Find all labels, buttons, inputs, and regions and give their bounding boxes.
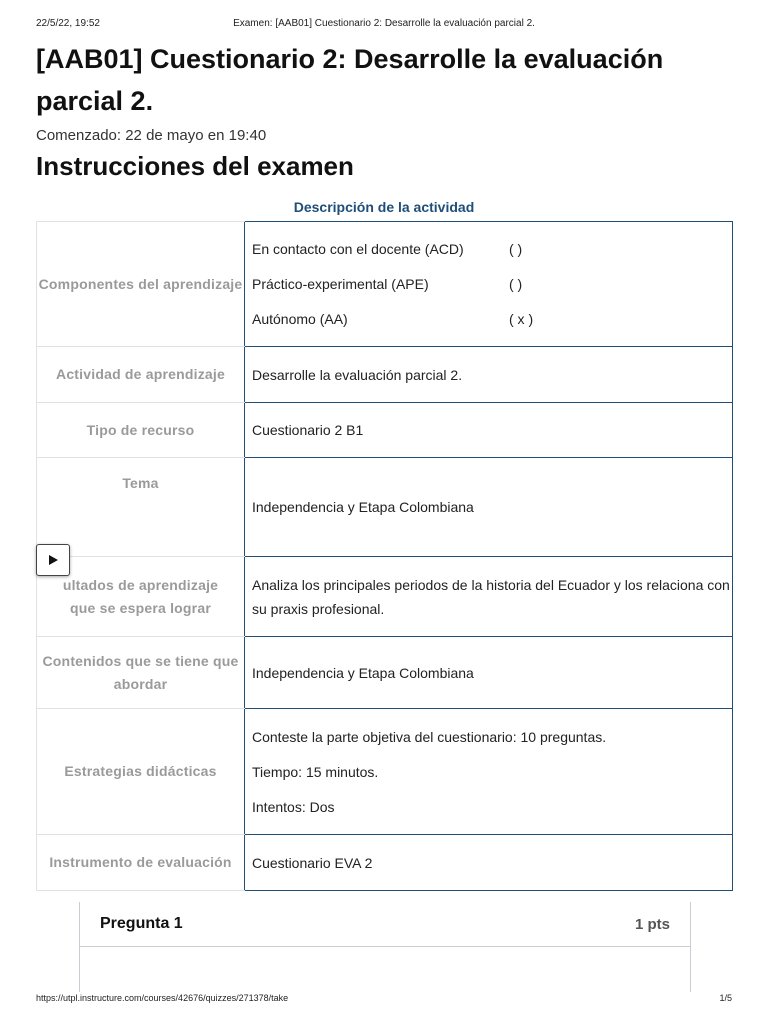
component-item xyxy=(252,267,732,302)
component-name: Práctico-experimental (APE) xyxy=(252,276,429,292)
row-label-resource-type: Tipo de recurso xyxy=(37,403,245,458)
instructions-heading: Instrucciones del examen xyxy=(36,151,354,181)
page-title: [AAB01] Cuestionario 2: Desarrolle la evaluación parcial 2. xyxy=(36,44,664,116)
table-row xyxy=(37,347,733,403)
table-row xyxy=(37,637,733,709)
question-points: 1 pts xyxy=(634,915,670,933)
component-mark: ( ) xyxy=(509,276,523,292)
table-row xyxy=(37,403,733,458)
print-date: 22/5/22, 19:52 xyxy=(36,18,100,29)
table-row xyxy=(37,458,733,557)
question-card xyxy=(79,902,691,992)
table-row xyxy=(37,222,733,347)
print-document-title: Examen: [AAB01] Cuestionario 2: Desarrolle la evaluación parcial 2. xyxy=(233,18,535,29)
play-button[interactable] xyxy=(36,544,70,576)
print-page-number: 1/5 xyxy=(719,993,732,1003)
row-value-outcomes: Analiza los principales periodos de la historia del Ecuador y los relaciona con su praxis profesional. xyxy=(245,557,733,637)
strategy-line: Intentos: Dos xyxy=(252,798,335,815)
strategy-line: Conteste la parte objetiva del cuestionario: 10 preguntas. xyxy=(252,728,607,745)
table-caption: Descripción de la actividad xyxy=(293,199,475,215)
play-icon xyxy=(48,555,58,565)
table-row xyxy=(37,709,733,835)
component-mark: ( x ) xyxy=(509,311,534,327)
strategy-line: Tiempo: 15 minutos. xyxy=(252,763,379,780)
row-label-strategies: Estrategias didácticas xyxy=(37,709,245,835)
question-title: Pregunta 1 xyxy=(100,915,183,932)
row-label-components: Componentes del aprendizaje xyxy=(37,222,245,347)
row-value-resource-type: Cuestionario 2 B1 xyxy=(245,403,733,458)
row-value-strategies xyxy=(245,709,733,835)
row-label-contents: Contenidos que se tiene que abordar xyxy=(37,637,245,709)
component-item xyxy=(252,302,732,337)
question-header xyxy=(80,902,690,947)
component-mark: ( ) xyxy=(509,241,523,257)
component-name: Autónomo (AA) xyxy=(252,311,348,327)
activity-description-table xyxy=(36,221,733,891)
row-label-topic: Tema xyxy=(37,458,245,557)
table-row xyxy=(37,557,733,637)
row-value-activity: Desarrolle la evaluación parcial 2. xyxy=(245,347,733,403)
row-value-instrument: Cuestionario EVA 2 xyxy=(245,835,733,891)
table-row xyxy=(37,835,733,891)
row-label-instrument: Instrumento de evaluación xyxy=(37,835,245,891)
component-item xyxy=(252,232,732,267)
component-name: En contacto con el docente (ACD) xyxy=(252,241,464,257)
print-url: https://utpl.instructure.com/courses/42676/quizzes/271378/take xyxy=(36,993,289,1003)
row-label-activity: Actividad de aprendizaje xyxy=(37,347,245,403)
outcomes-label-line: que se espera lograr xyxy=(70,599,211,616)
row-value-components xyxy=(245,222,733,347)
row-value-contents: Independencia y Etapa Colombiana xyxy=(245,637,733,709)
started-time: Comenzado: 22 de mayo en 19:40 xyxy=(36,127,267,144)
outcomes-label-line: ultados de aprendizaje xyxy=(62,576,219,593)
row-value-topic: Independencia y Etapa Colombiana xyxy=(245,458,733,557)
